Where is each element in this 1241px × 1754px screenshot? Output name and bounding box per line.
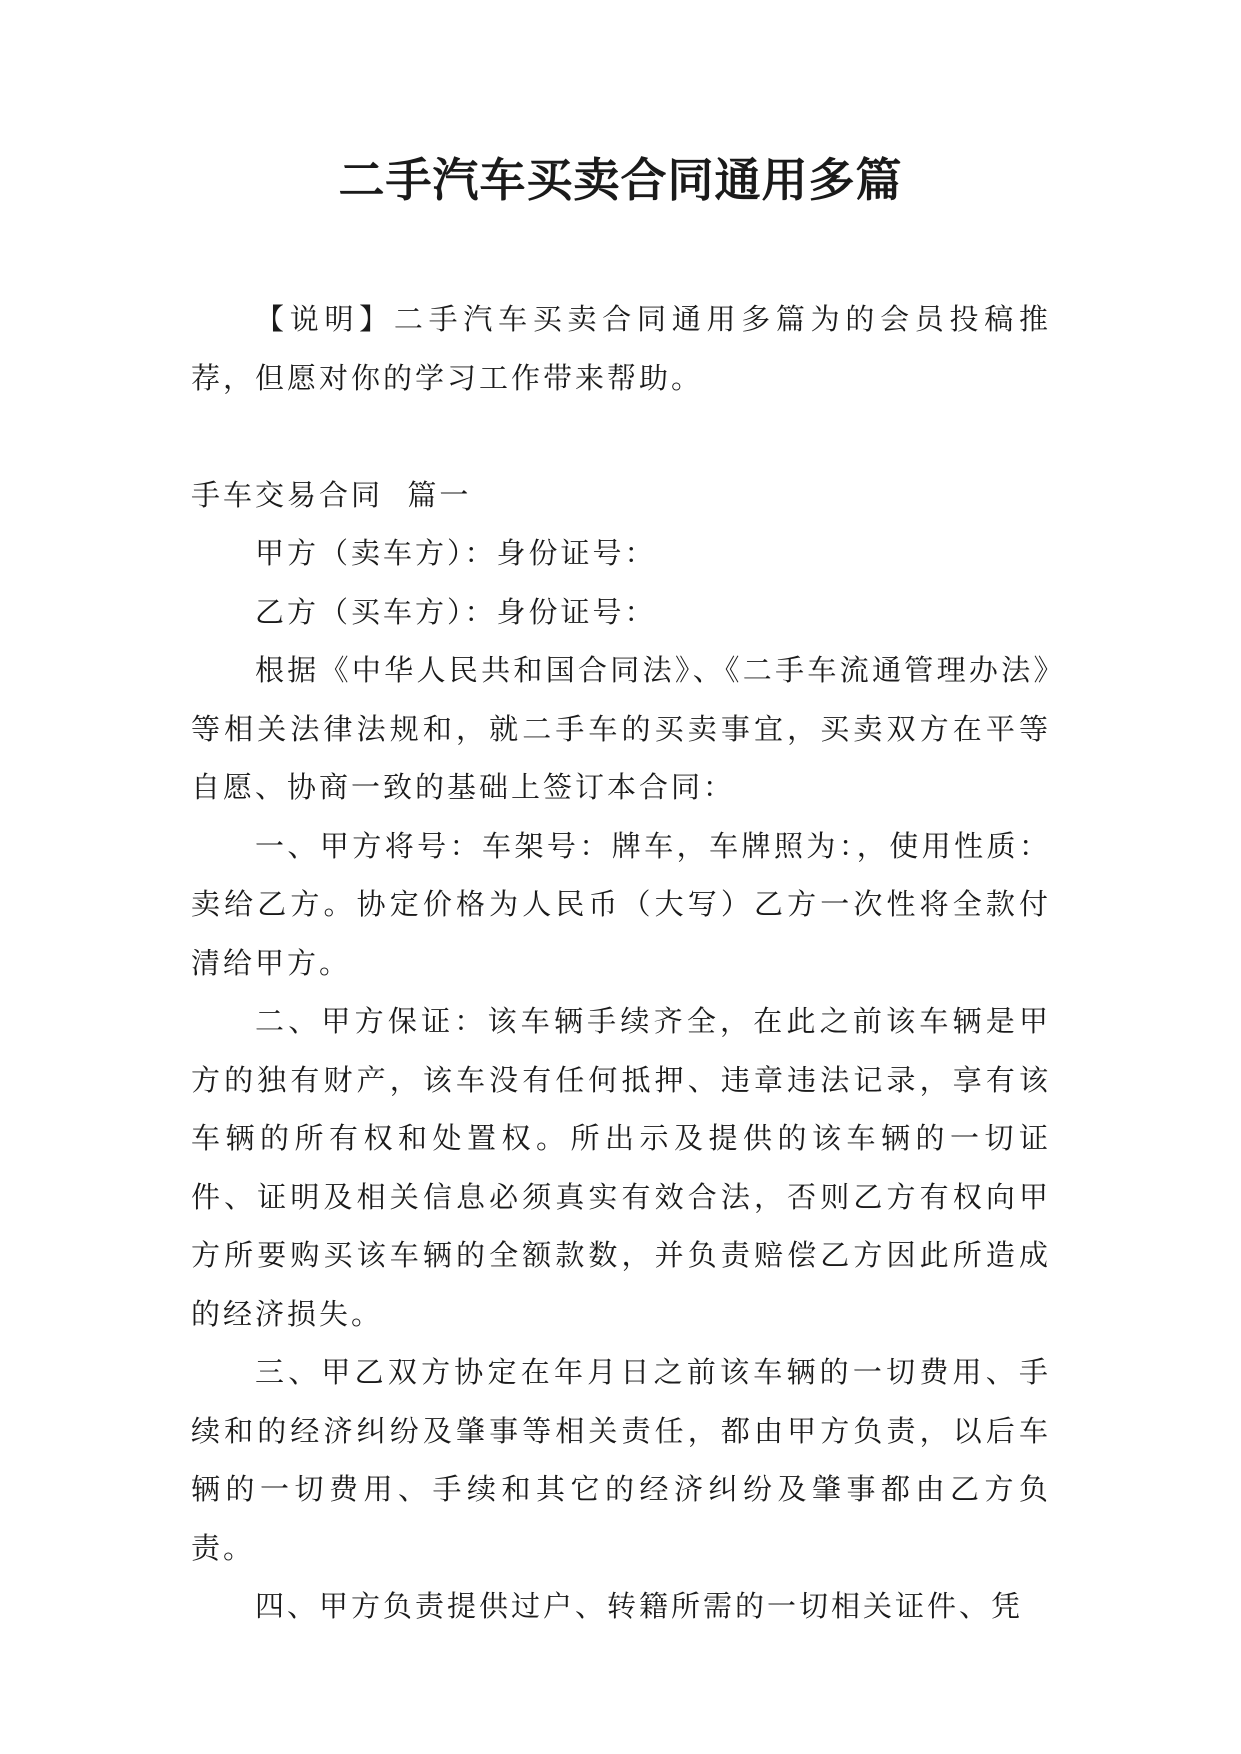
paragraph-spacer [191,407,1051,466]
document-title: 二手汽车买卖合同通用多篇 [338,153,903,207]
clause-2: 二、甲方保证：该车辆手续齐全，在此之前该车辆是甲方的独有财产，该车没有任何抵押、违章违法记录，享有该车辆的所有权和处置权。所出示及提供的该车辆的一切证件、证明及相关信息必须真实有效合法，否则乙方有权向甲方所要购买该车辆的全额款数，并负责赔偿乙方因此所造成的经济损失。 [191,1004,1051,1331]
party-b-line: 乙方（买车方）：身份证号： [255,594,657,629]
preamble-paragraph: 根据《中华人民共和国合同法》、《二手车流通管理办法》等相关法律法规和，就二手车的买卖事宜，买卖双方在平等自愿、协商一致的基础上签订本合同： [191,653,1051,804]
clause-3: 三、甲乙双方协定在年月日之前该车辆的一切费用、手续和的经济纠纷及肇事等相关责任，都由甲方负责，以后车辆的一切费用、手续和其它的经济纠纷及肇事都由乙方负责。 [191,1355,1051,1565]
party-a-line: 甲方（卖车方）：身份证号： [255,536,657,570]
clause-1: 一、甲方将号：车架号：牌车，车牌照为：，使用性质：卖给乙方。协定价格为人民币（大写）乙方一次性将全款付清给甲方。 [191,828,1051,980]
intro-paragraph: 【说明】二手汽车买卖合同通用多篇为的会员投稿推荐，但愿对你的学习工作带来帮助。 [191,302,1051,395]
section-heading: 手车交易合同 篇一 [191,477,472,512]
clause-4: 四、甲方负责提供过户、转籍所需的一切相关证件、凭 [255,1589,1024,1623]
document-body [191,290,1051,1636]
